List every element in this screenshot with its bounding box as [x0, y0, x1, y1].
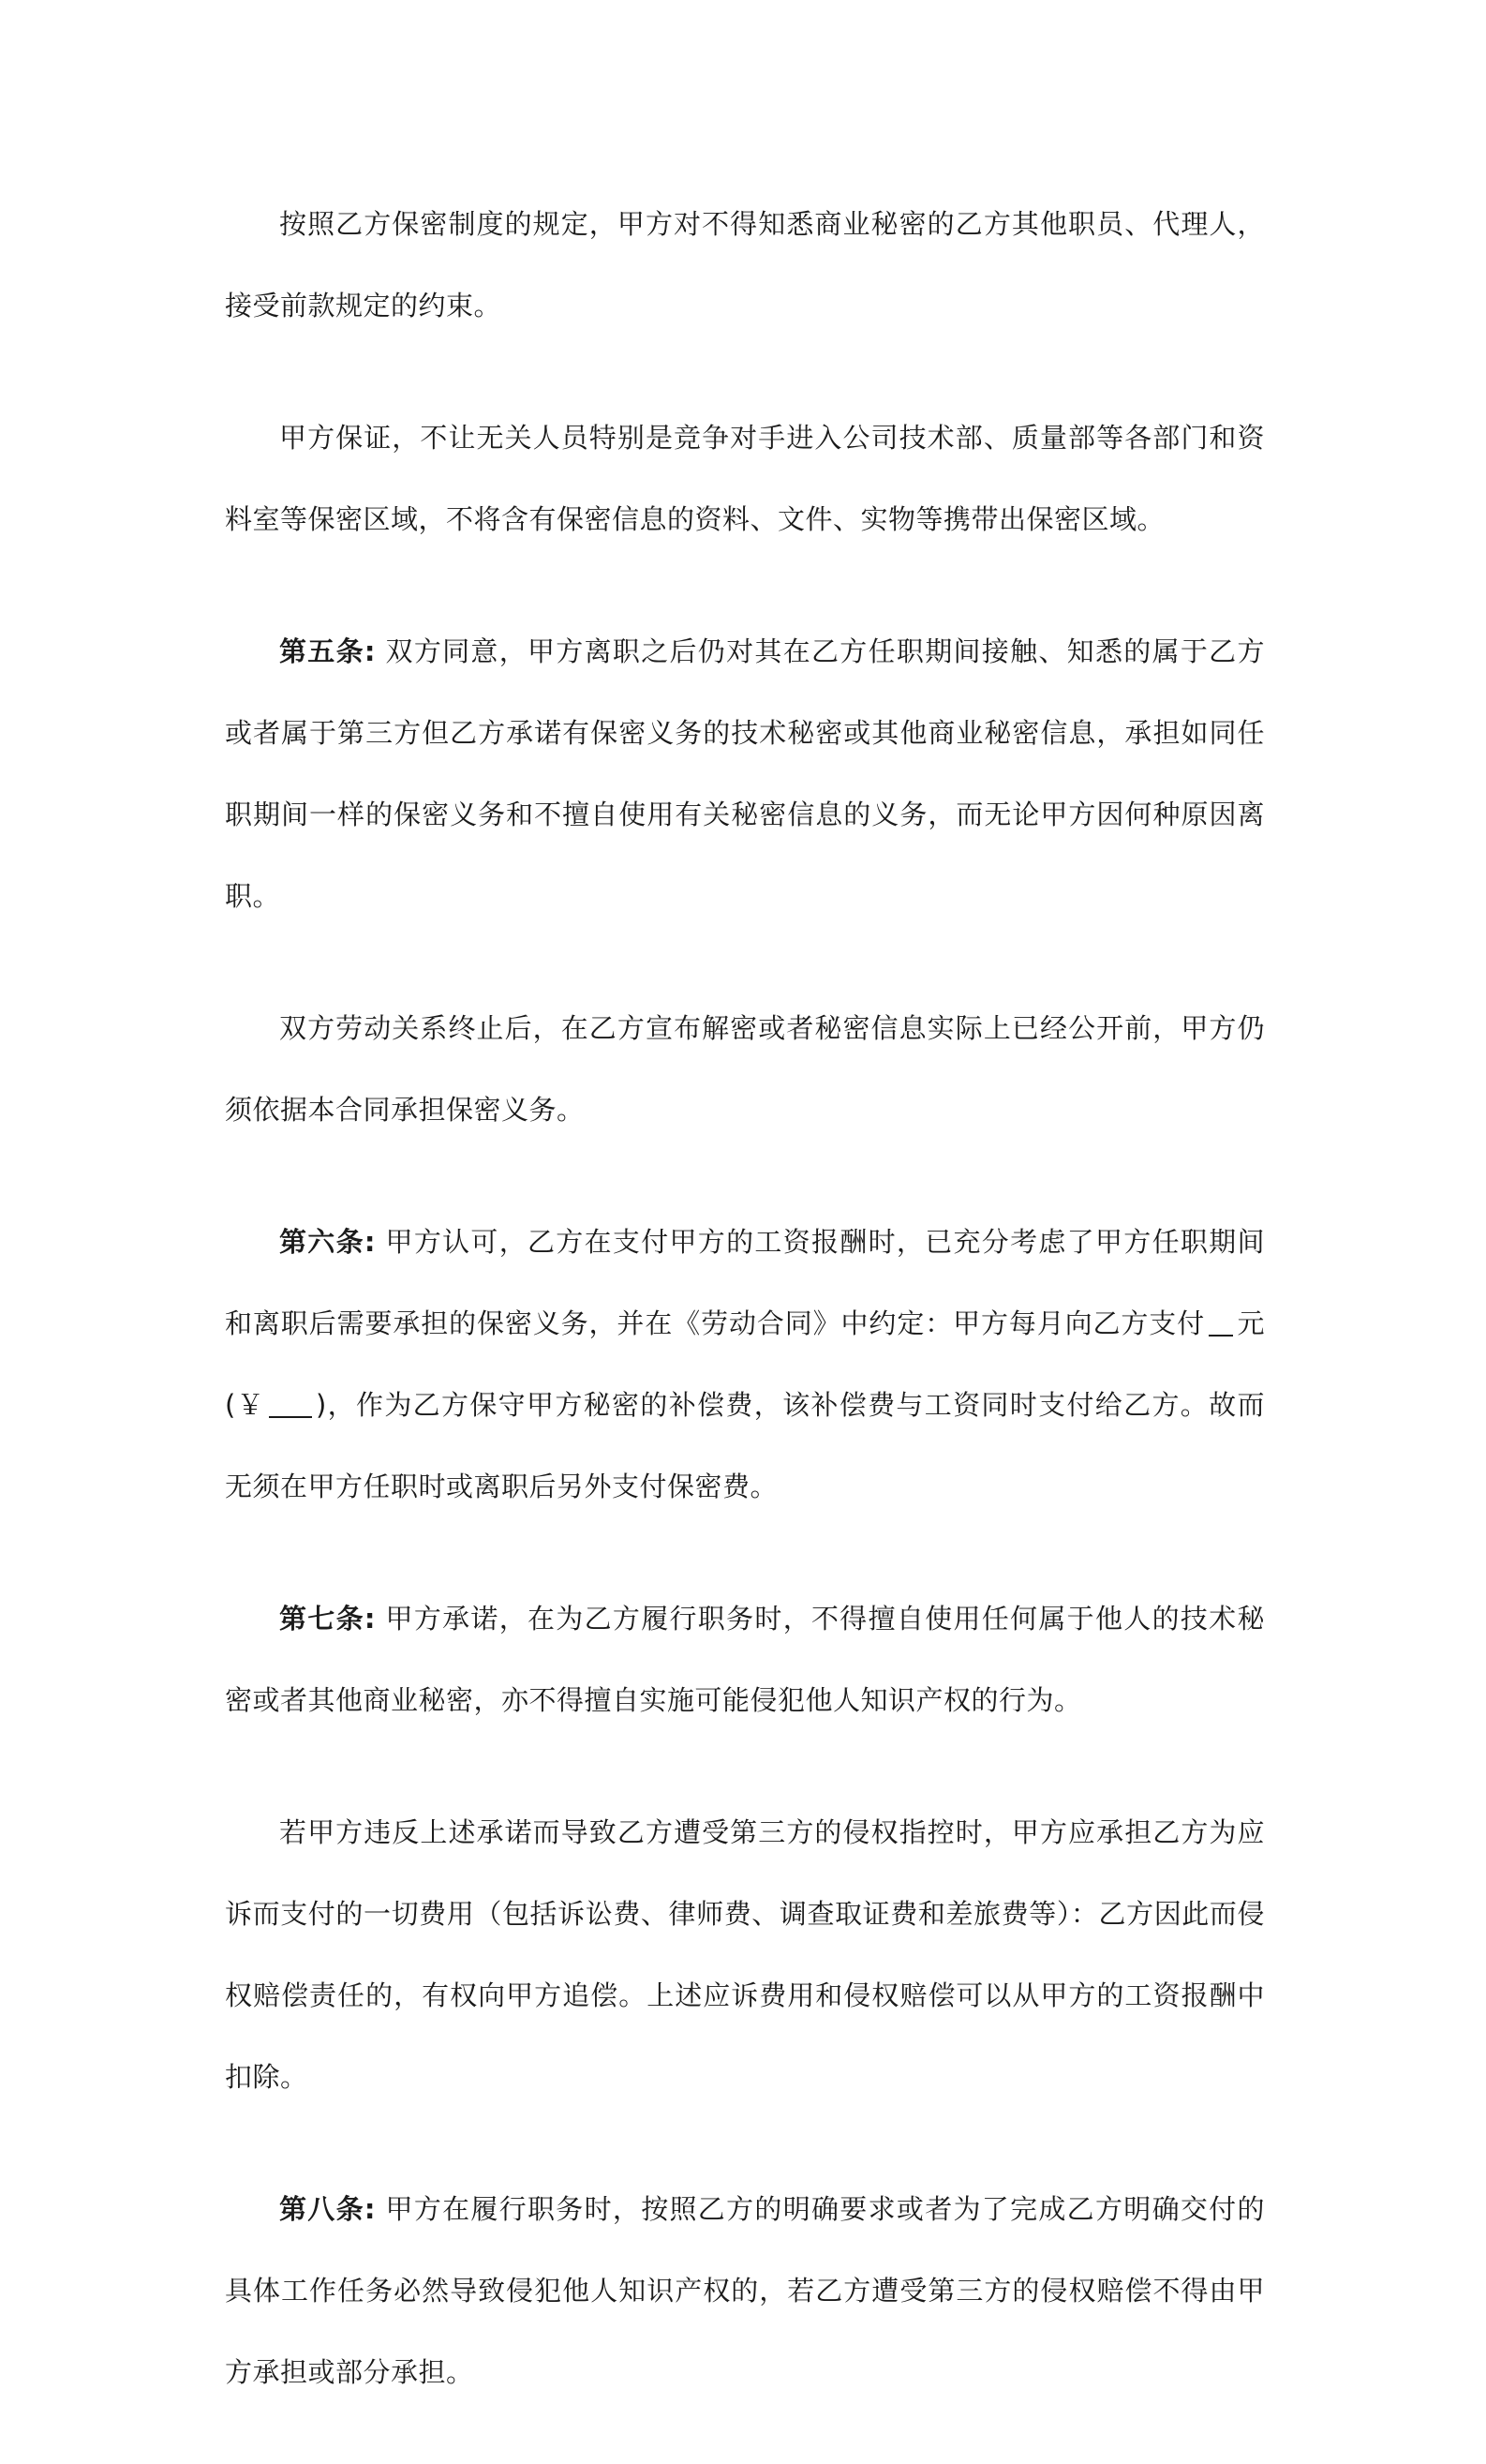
- article-6-text-after: )，作为乙方保守甲方秘密的补偿费，该补偿费与工资同时支付给乙方。故而无须在甲方任职时或离职后另外支付保密费。: [225, 1389, 1265, 1502]
- document-page: [225, 184, 1265, 2464]
- paragraph-infringement-liability: [225, 1792, 1265, 2118]
- article-8-label: 第八条:: [279, 2193, 376, 2225]
- article-6-text-before: 甲方认可，乙方在支付甲方的工资报酬时，已充分考虑了甲方任职期间和离职后需要承担的保密义务，并在《劳动合同》中约定：甲方每月向乙方支付: [225, 1226, 1265, 1339]
- article-6-text-mid: 元(￥: [225, 1307, 1265, 1421]
- paragraph-restricted-areas: [225, 397, 1265, 560]
- article-6: [225, 1202, 1265, 1528]
- paragraph-text: 若甲方违反上述承诺而导致乙方遭受第三方的侵权指控时，甲方应承担乙方为应诉而支付的一切费用（包括诉讼费、律师费、调查取证费和差旅费等）：乙方因此而侵权赔偿责任的，有权向甲方追偿。上述应诉费用和侵权赔偿可以从甲方的工资报酬中扣除。: [225, 1816, 1265, 2093]
- article-7-label: 第七条:: [279, 1603, 376, 1635]
- article-8-text: 甲方在履行职务时，按照乙方的明确要求或者为了完成乙方明确交付的具体工作任务必然导致侵犯他人知识产权的，若乙方遭受第三方的侵权赔偿不得由甲方承担或部分承担。: [225, 2193, 1265, 2388]
- article-8: [225, 2169, 1265, 2413]
- article-5: [225, 611, 1265, 937]
- paragraph-text: 按照乙方保密制度的规定，甲方对不得知悉商业秘密的乙方其他职员、代理人，接受前款规定的约束。: [225, 208, 1265, 321]
- article-6-label: 第六条:: [279, 1226, 376, 1258]
- article-5-label: 第五条:: [279, 635, 376, 667]
- article-7-text: 甲方承诺，在为乙方履行职务时，不得擅自使用任何属于他人的技术秘密或者其他商业秘密，亦不得擅自实施可能侵犯他人知识产权的行为。: [225, 1603, 1265, 1716]
- amount-figure-blank: [269, 1388, 312, 1418]
- paragraph-post-termination: [225, 988, 1265, 1151]
- paragraph-text: 甲方保证，不让无关人员特别是竞争对手进入公司技术部、质量部等各部门和资料室等保密区域，不将含有保密信息的资料、文件、实物等携带出保密区域。: [225, 422, 1265, 535]
- paragraph-text: 双方劳动关系终止后，在乙方宣布解密或者秘密信息实际上已经公开前，甲方仍须依据本合同承担保密义务。: [225, 1012, 1265, 1126]
- article-5-text: 双方同意，甲方离职之后仍对其在乙方任职期间接触、知悉的属于乙方或者属于第三方但乙方承诺有保密义务的技术秘密或其他商业秘密信息，承担如同任职期间一样的保密义务和不擅自使用有关秘密信息的义务，而无论甲方因何种原因离职。: [225, 635, 1265, 912]
- paragraph-confidentiality-others: [225, 184, 1265, 347]
- article-7: [225, 1578, 1265, 1741]
- amount-blank: [1209, 1307, 1233, 1337]
